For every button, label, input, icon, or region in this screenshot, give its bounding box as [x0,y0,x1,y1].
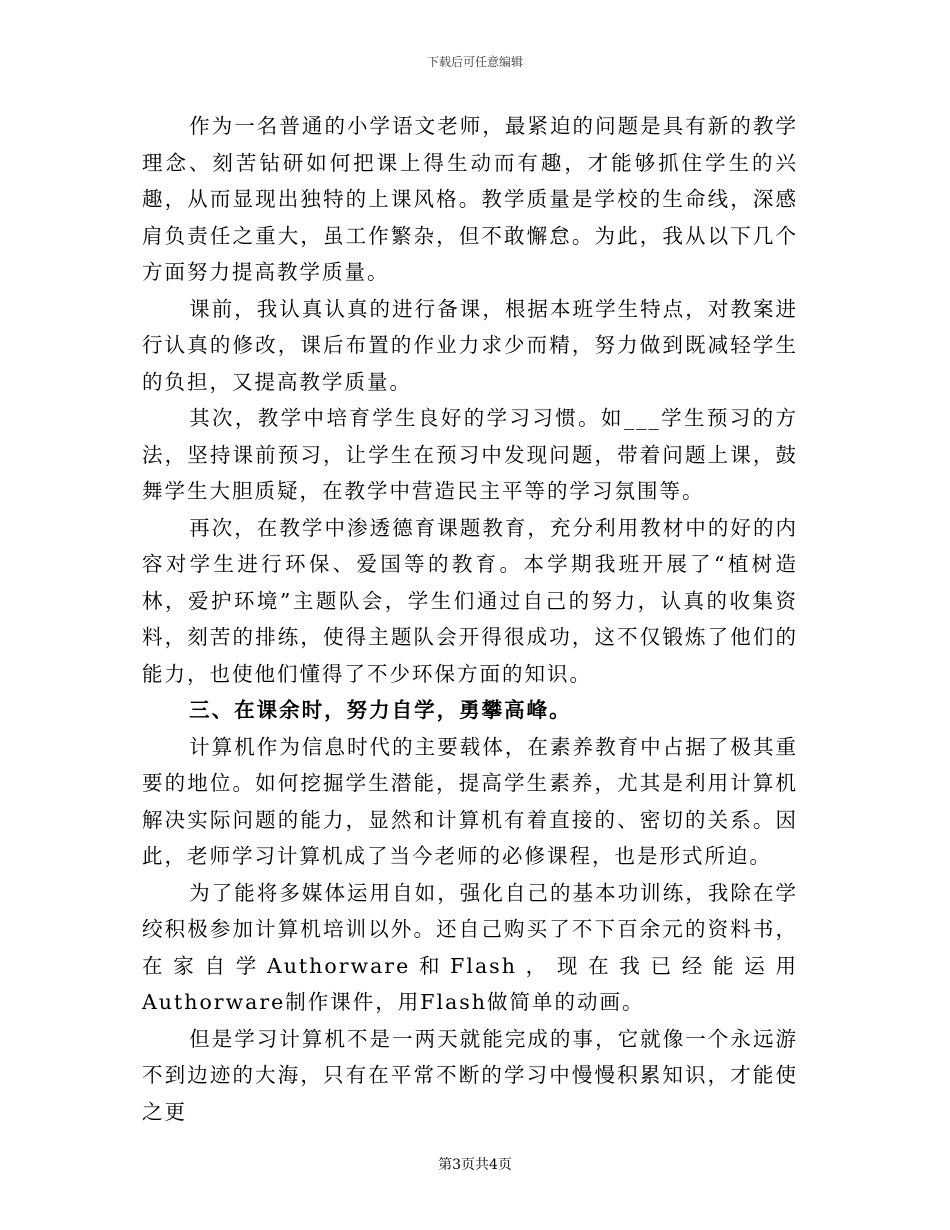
paragraph-3: 其次，教学中培育学生良好的学习习惯。如___学生预习的方法，坚持课前预习，让学生在预习中发现问题，带着问题上课，鼓舞学生大胆质疑，在教学中营造民主平等的学习氛围等。 [142,406,798,503]
paragraph-7: 但是学习计算机不是一两天就能完成的事，它就像一个永远游不到边迹的大海，只有在平常不断的学习中慢慢积累知识，才能使之更 [142,1026,798,1124]
page-number-footer: 第3页共4页 [438,1157,512,1173]
paragraph-6: 为了能将多媒体运用自如，强化自己的基本功训练，我除在学绞积极参加计算机培训以外。还自己购买了不下百余元的资料书，在家自学Authorware和Flash，现在我已经能运用Authorware制作课件，用Flash做简单的动画。 [142,880,798,1014]
paragraph-5: 计算机作为信息时代的主要载体，在素养教育中占据了极其重要的地位。如何挖掘学生潜能，提高学生素养，尤其是利用计算机解决实际问题的能力，显然和计算机有着直接的、密切的关系。因此，老师学习计算机成了当今老师的必修课程，也是形式所迫。 [142,734,798,868]
page-header: 下载后可任意编辑 [426,55,523,69]
paragraph-1: 作为一名普通的小学语文老师，最紧迫的问题是具有新的教学理念、刻苦钻研如何把课上得生动而有趣，才能够抓住学生的兴趣，从而显现出独特的上课风格。教学质量是学校的生命线，深感肩负责任之重大，虽工作繁杂，但不敢懈怠。为此，我从以下几个方面努力提高教学质量。 [142,114,798,284]
paragraph-4: 再次，在教学中渗透德育课题教育，充分利用教材中的好的内容对学生进行环保、爱国等的教育。本学期我班开展了“植树造林，爱护环境”主题队会，学生们通过自己的努力，认真的收集资料，刻苦的排练，使得主题队会开得很成功，这不仅锻炼了他们的能力，也使他们懂得了不少环保方面的知识。 [142,515,798,686]
paragraph-2: 课前，我认真认真的进行备课，根据本班学生特点，对教案进行认真的修改，课后布置的作业力求少而精，努力做到既减轻学生的负担，又提高教学质量。 [142,296,798,394]
section-heading: 三、在课余时，努力自学，勇攀高峰。 [189,698,572,722]
document-body [142,108,798,1130]
